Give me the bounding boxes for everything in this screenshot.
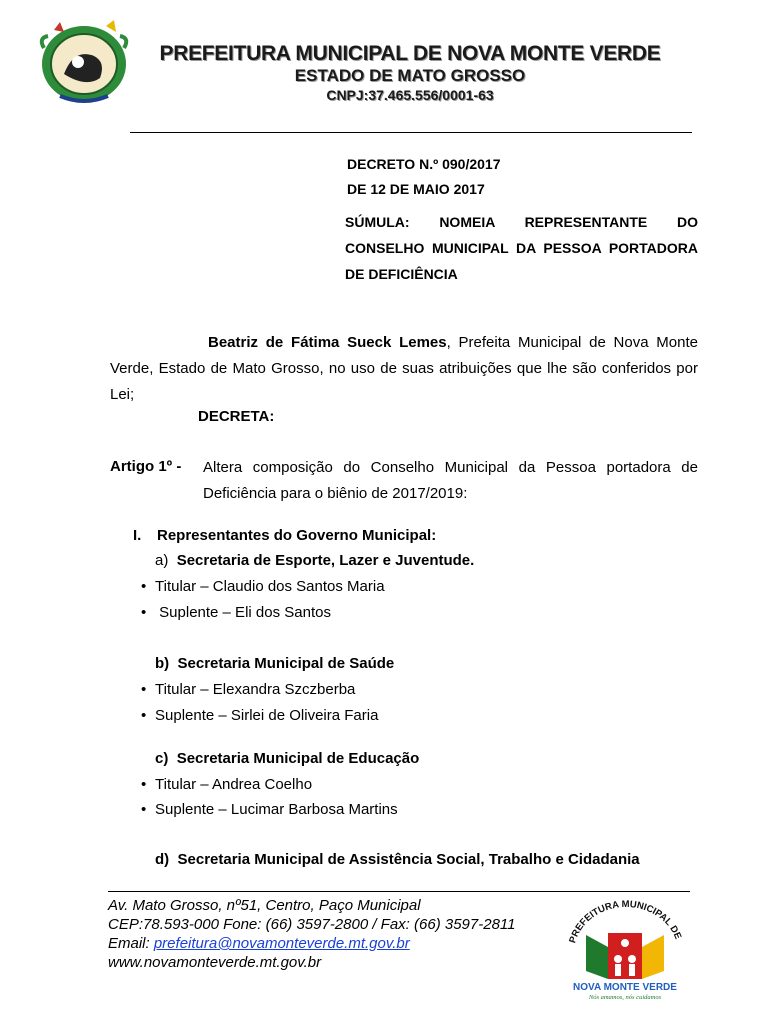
member-item (141, 776, 312, 793)
municipal-seal-emblem (34, 18, 134, 104)
secretariat-letter: d) (155, 851, 170, 868)
member-text: Titular – Andrea Coelho (155, 776, 313, 793)
secretariat-name: Secretaria Municipal de Saúde (177, 655, 395, 672)
member-text: Suplente – Lucimar Barbosa Martins (155, 801, 398, 818)
mayor-name: Beatriz de Fátima Sueck Lemes (208, 334, 447, 351)
decree-date: DE 12 DE MAIO 2017 (347, 181, 485, 197)
footer-email-line (108, 934, 410, 953)
footer-address: Av. Mato Grosso, nº51, Centro, Paço Municipal (108, 897, 421, 914)
bullet-icon: • (141, 604, 147, 621)
header-state: ESTADO DE MATO GROSSO (294, 66, 526, 85)
header-cnpj: CNPJ:37.465.556/0001-63 (326, 87, 494, 103)
secretariat-letter: a) (155, 552, 169, 569)
footer-email-label: Email: (108, 935, 154, 952)
secretariat-name: Secretaria de Esporte, Lazer e Juventude. (176, 552, 475, 569)
secretariat-heading (155, 851, 640, 868)
section-number: I. (133, 527, 142, 544)
decreta-heading: DECRETA: (198, 408, 275, 425)
intro-paragraph (110, 330, 698, 408)
prefeitura-logo (562, 893, 688, 1005)
secretariat-name: Secretaria Municipal de Assistência Social, Trabalho e Cidadania (177, 851, 640, 868)
decree-summary: SÚMULA: NOMEIA REPRESENTANTE DO CONSELHO MUNICIPAL DA PESSOA PORTADORA DE DEFICIÊNCIA (345, 214, 698, 282)
section-title: Representantes do Governo Municipal: (157, 527, 437, 544)
secretariat-heading (155, 552, 474, 569)
member-item (141, 578, 385, 595)
member-item (141, 604, 331, 621)
footer-divider (108, 891, 690, 892)
bullet-icon: • (141, 776, 147, 793)
section-heading (133, 527, 436, 544)
logo-name: NOVA MONTE VERDE (573, 982, 677, 993)
footer-website[interactable]: www.novamonteverde.mt.gov.br (108, 954, 322, 971)
bullet-icon: • (141, 681, 147, 698)
member-item (141, 801, 398, 818)
logo-arc-text: PREFEITURA MUNICIPAL DE (567, 898, 684, 945)
member-text: Suplente – Sirlei de Oliveira Faria (155, 707, 379, 724)
bullet-icon: • (141, 801, 147, 818)
header-title: PREFEITURA MUNICIPAL DE NOVA MONTE VERDE (159, 42, 661, 65)
header-divider (130, 132, 692, 133)
bullet-icon: • (141, 707, 147, 724)
secretariat-letter: c) (155, 750, 169, 767)
intro-text: , Prefeita Municipal de Nova Monte Verde, Estado de Mato Grosso, no uso de suas atribuições que lhe são conferidos por Lei; (110, 334, 698, 403)
article-text: Altera composição do Conselho Municipal da Pessoa portadora de Deficiência para o biênio de 2017/2019: (203, 459, 698, 502)
member-item (141, 707, 378, 724)
secretariat-name: Secretaria Municipal de Educação (176, 750, 420, 767)
article-label: Artigo 1º - (110, 458, 182, 475)
member-text: Suplente – Eli dos Santos (155, 604, 331, 621)
member-text: Titular – Claudio dos Santos Maria (155, 578, 385, 595)
bullet-icon: • (141, 578, 147, 595)
logo-slogan: Nós amamos, nós cuidamos (588, 994, 662, 1001)
member-item (141, 681, 355, 698)
secretariat-heading (155, 655, 394, 672)
decree-number: DECRETO N.º 090/2017 (347, 156, 501, 172)
secretariat-letter: b) (155, 655, 170, 672)
secretariat-heading (155, 750, 419, 767)
footer-email-link[interactable]: prefeitura@novamonteverde.mt.gov.br (153, 935, 410, 952)
member-text: Titular – Elexandra Szczberba (155, 681, 356, 698)
footer-phones: CEP:78.593-000 Fone: (66) 3597-2800 / Fax: (66) 3597-2811 (108, 916, 516, 933)
